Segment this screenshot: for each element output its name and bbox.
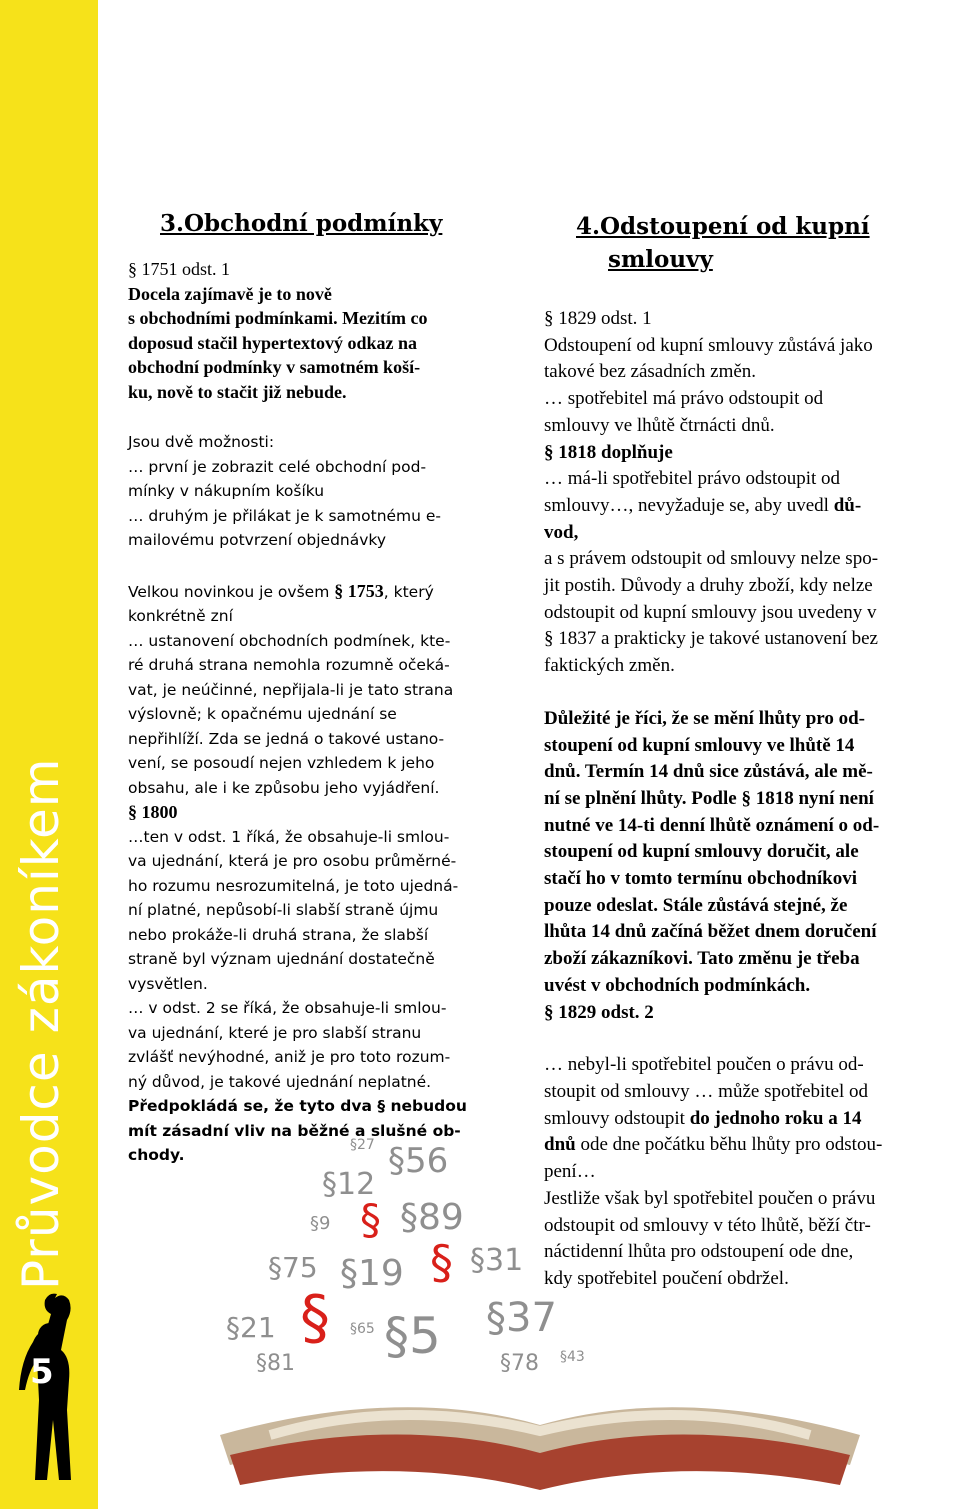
section-mark-label: §21	[226, 1311, 276, 1344]
section-heading-odstoupeni: 4.Odstoupení od kupní smlouvy	[576, 213, 870, 273]
section-mark-label: §56	[388, 1141, 449, 1181]
important-paragraph: Důležité je říci, že se mění lhůty pro od- stoupení od kupní smlouvy ve lhůtě 14 dnů. Termín 14 dnů sice zůstává, ale mě- ní se plnění lhůty. Podle § 1818 nyní není nutné ve 14-ti denní lhůtě oznámení o od- stoupení od kupní smlouvy doručit, ale stačí ho v tomto termínu obchodníkovi pouze odeslat. Stále zůstává stejné, že lhůta 14 dnů začíná běžet dnem doručení zboží zákazníkovi. Tato změnu je třeba uvést v obchodních podmínkách. § 1829 odst. 2	[544, 707, 880, 1023]
sidebar-title: Průvodce zákoníkem	[12, 757, 70, 1290]
intro-paragraph: Docela zajímavě je to nově s obchodními podmínkami. Mezitím co doposud stačil hypertextový odkaz na obchodní podmínky v samotném koší- ku, nově to stačit již nebude.	[128, 283, 428, 402]
options-paragraph: Jsou dvě možnosti: … první je zobrazit celé obchodní pod- mínky v nákupním košíku … druhým je přilákat je k samotnému e- mailovému potvrzení objednávky	[128, 433, 442, 549]
section-mark-label: §19	[340, 1253, 404, 1294]
section-mark-label: §37	[486, 1295, 557, 1341]
left-column	[128, 210, 498, 1168]
section-mark-label: §	[430, 1235, 453, 1289]
conclusion-paragraph: Předpokládá se, že tyto dva § nebudou mít zásadní vliv na běžné a slušné ob- chody.	[128, 1097, 467, 1164]
section-mark-label: §	[360, 1195, 381, 1244]
section-mark-label: §9	[310, 1213, 331, 1234]
section-mark-label: §	[300, 1283, 330, 1353]
person-silhouette-icon	[0, 1290, 98, 1509]
para-1829-odst2: … nebyl-li spotřebitel poučen o právu od- stoupit od smlouvy … může spotřebitel od smlouvy odstoupit do jednoho roku a 14 dnů ode dne počátku běhu lhůty pro odstou- pení… Jestliže však byl spotřebitel poučen o právu odstoupit od smlouvy v této lhůtě, běží čtr- náctidenní lhůta pro odstoupení ode dne, kdy spotřebitel poučení obdržel.	[544, 1054, 883, 1289]
section-mark-label: §65	[350, 1321, 375, 1337]
section-ref-1751: § 1751 odst. 1	[128, 259, 231, 279]
section-mark-label: §78	[500, 1351, 539, 1376]
section-mark-label: §89	[400, 1197, 464, 1238]
section-ref-1800: § 1800	[128, 802, 178, 822]
right-column	[544, 210, 949, 1293]
section-mark-label: §81	[256, 1351, 295, 1376]
para-1800-odst2: … v odst. 2 se říká, že obsahuje-li smlou- va ujednání, které je pro slabší stranu zvlášť nevýhodné, aniž je pro toto rozum- ný důvod, je takové ujednání neplatné.	[128, 999, 451, 1091]
section-mark-label: §12	[322, 1167, 376, 1202]
section-heading-obchodni-podminky: 3.Obchodní podmínky	[160, 210, 443, 237]
section-mark-label: §75	[268, 1251, 318, 1284]
para-1800-odst1: …ten v odst. 1 říká, že obsahuje-li smlou- va ujednání, která je pro osobu průměrné- ho rozumu nesrozumitelná, je toto ujedná- ní platné, nepůsobí-li slabší straně újmu nebo prokáže-li druhá strana, že slabší straně byl význam ujednání dostatečně vysvětlen.	[128, 827, 459, 993]
section-mark-label: §31	[470, 1243, 524, 1278]
section-mark-label: §43	[560, 1349, 585, 1365]
page-number: 5	[30, 1352, 54, 1392]
para-1829-odst1: § 1829 odst. 1 Odstoupení od kupní smlouvy zůstává jako takové bez zásadních změn. … spotřebitel má právo odstoupit od smlouvy ve lhůtě čtrnácti dnů. § 1818 doplňuje … má-li spotřebitel právo odstoupit od smlouvy…, nevyžaduje se, aby uvedl dů- vod, a s právem odstoupit od smlouvy nelze spo- jit postih. Důvody a druhy zboží, kdy nelze odstoupit od kupní smlouvy jsou uvedeny v § 1837 a prakticky je takové ustanovení bez faktických změn.	[544, 308, 879, 677]
section-mark-label: §5	[384, 1307, 441, 1365]
novinka-paragraph: Velkou novinkou je ovšem § 1753, který konkrétně zní … ustanovení obchodních podmínek, kte- ré druhá strana nemohla rozumně očeká- vat, je neúčinné, nepřijala-li je tato strana výslovně; k opačnému ujednání se nepřihlíží. Zda se jedná o takové ustano- vení, se posoudí nejen vzhledem k jeho obsahu, ale i ke způsobu jeho vyjádření.	[128, 580, 454, 797]
section-mark-label: §27	[350, 1137, 375, 1153]
